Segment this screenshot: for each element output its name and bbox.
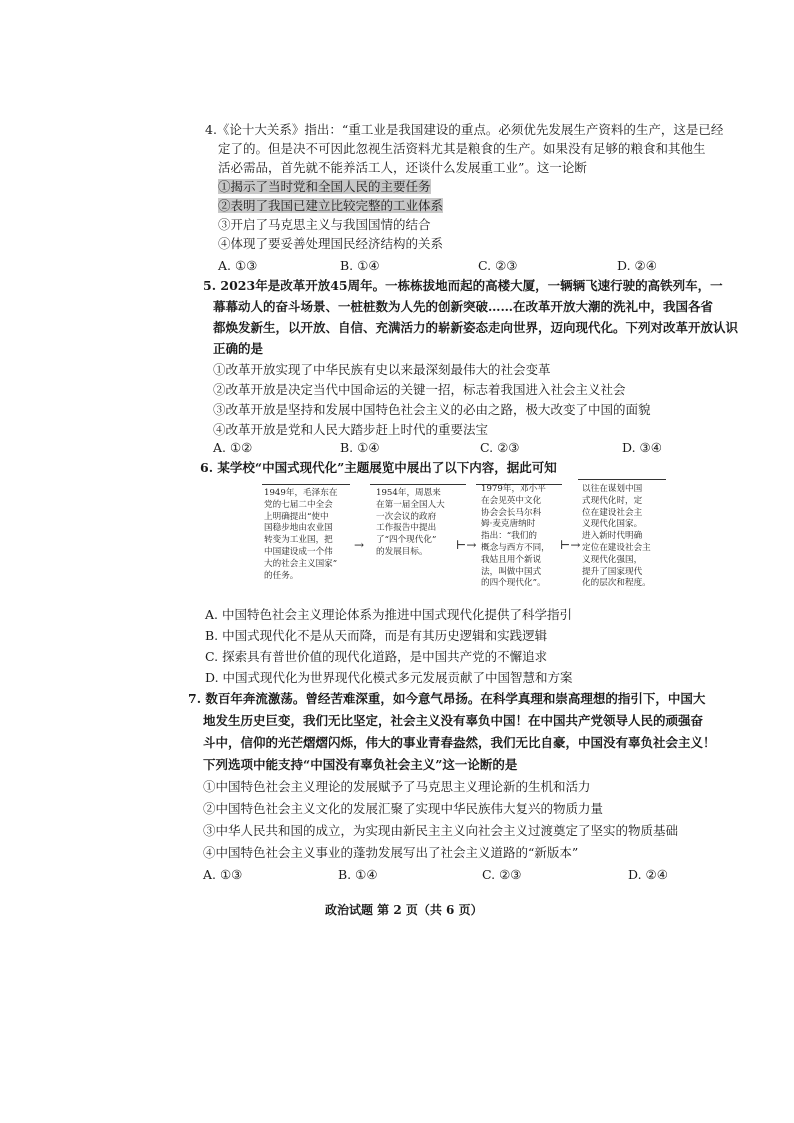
q6-option-b: B. 中国式现代化不是从天而降，而是有其历史逻辑和实践逻辑 [205, 628, 548, 643]
q4-stem-line-3: 活必需品，首先就不能养活工人，还谈什么发展重工业”。这一论断 [218, 160, 587, 175]
q5-option-b: B. ①④ [340, 440, 380, 455]
q4-stem-line-1: 4.《论十大关系》指出：“重工业是我国建设的重点。必须优先发展生产资料的生产，这是已经 [205, 122, 724, 137]
q5-option-d: D. ③④ [622, 440, 662, 455]
timeline-card-new-era: 以往在谋划中国 式现代化时，定 位在建设社会主 义现代化国家。 进入新时代明确 定位在建设社会主 义现代化强国， 提升了国家现代 化的层次和程度。 [582, 484, 651, 589]
q4-option-c: C. ②③ [478, 258, 518, 273]
timeline-rule-2 [370, 484, 466, 485]
q7-stem-line-4: 下列选项中能支持“中国没有辜负社会主义”这一论断的是 [203, 757, 518, 772]
q4-statement-1: ①揭示了当时党和全国人民的主要任务 [218, 179, 431, 194]
q4-statement-2: ②表明了我国已建立比较完整的工业体系 [218, 198, 444, 213]
timeline-card-1954: 1954年，周恩来 在第一届全国人大 一次会议的政府 工作报告中提出 了“四个现代化” 的发展目标。 [376, 488, 445, 557]
timeline-arrow-2: ⊢→ [456, 538, 477, 552]
timeline-arrow-3: ⊢→ [560, 538, 581, 552]
q5-stem-line-1: 5. 2023年是改革开放45周年。一栋栋拔地而起的高楼大厦，一辆辆飞速行驶的高铁列车，一 [203, 278, 723, 293]
q6-option-d: D. 中国式现代化为世界现代化模式多元发展贡献了中国智慧和方案 [205, 670, 573, 685]
q6-option-a: A. 中国特色社会主义理论体系为推进中国式现代化提供了科学指引 [205, 607, 572, 622]
q5-statement-2: ②改革开放是决定当代中国命运的关键一招，标志着我国进入社会主义社会 [213, 382, 626, 397]
q4-option-a: A. ①③ [218, 258, 258, 273]
q7-statement-3: ③中华人民共和国的成立，为实现由新民主主义向社会主义过渡奠定了坚实的物质基础 [203, 823, 679, 838]
q4-statement-4: ④体现了要妥善处理国民经济结构的关系 [218, 236, 444, 251]
q5-option-c: C. ②③ [480, 440, 520, 455]
q4-option-b: B. ①④ [340, 258, 380, 273]
q7-stem-line-3: 斗中，信仰的光芒熠熠闪烁，伟大的事业青春盎然，我们无比自豪，中国没有辜负社会主义！ [203, 735, 716, 750]
page-footer: 政治试题 第 2 页（共 6 页） [325, 903, 483, 917]
q6-option-c: C. 探索具有普世价值的现代化道路，是中国共产党的不懈追求 [205, 649, 548, 664]
q4-option-d: D. ②④ [617, 258, 657, 273]
timeline-card-1979: 1979年，邓小平 在会见英中文化 协会会长马尔科 姆·麦克唐纳时 指出：“我们的 概念与西方不同， 我姑且用个新说 法，叫做中国式 的四个现代化”。 [481, 484, 550, 589]
timeline-card-1949: 1949年，毛泽东在 党的七届二中全会 上明确提出“使中 国稳步地由农业国 转变为工业国，把 中国建设成一个伟 大的社会主义国家” 的任务。 [264, 488, 338, 581]
q7-statement-4: ④中国特色社会主义事业的蓬勃发展写出了社会主义道路的“新版本” [203, 845, 579, 860]
q6-stem: 6. 某学校“中国式现代化”主题展览中展出了以下内容，据此可知 [200, 460, 557, 475]
q7-statement-1: ①中国特色社会主义理论的发展赋予了马克思主义理论新的生机和活力 [203, 779, 591, 794]
timeline-arrow-1: → [354, 538, 365, 552]
q7-statement-2: ②中国特色社会主义文化的发展汇聚了实现中华民族伟大复兴的物质力量 [203, 801, 604, 816]
q5-stem-line-4: 正确的是 [213, 341, 264, 356]
q7-option-b: B. ①④ [338, 867, 378, 882]
q5-stem-line-2: 幕幕动人的奋斗场景、一桩桩数为人先的创新突破……在改革开放大潮的洗礼中，我国各省 [213, 299, 714, 314]
q4-statement-3: ③开启了马克思主义与我国国情的结合 [218, 217, 431, 232]
q4-stem-line-2: 定了的。但是决不可因此忽视生活资料尤其是粮食的生产。如果没有足够的粮食和其他生 [218, 141, 706, 156]
q5-statement-4: ④改革开放是党和人民大踏步赶上时代的重要法宝 [213, 422, 489, 437]
q7-option-c: C. ②③ [482, 867, 522, 882]
q7-option-a: A. ①③ [203, 867, 243, 882]
timeline-rule-4 [578, 479, 666, 480]
q5-statement-3: ③改革开放是坚持和发展中国特色社会主义的必由之路，极大改变了中国的面貌 [213, 402, 651, 417]
q7-option-d: D. ②④ [628, 867, 668, 882]
q7-stem-line-2: 地发生历史巨变，我们无比坚定，社会主义没有辜负中国！在中国共产党领导人民的顽强奋 [203, 713, 704, 728]
q5-statement-1: ①改革开放实现了中华民族有史以来最深刻最伟大的社会变革 [213, 362, 551, 377]
q5-option-a: A. ①② [213, 440, 253, 455]
timeline-rule-1 [262, 484, 350, 485]
q5-stem-line-3: 都焕发新生，以开放、自信、充满活力的崭新姿态走向世界，迈向现代化。下列对改革开放认识 [213, 320, 739, 335]
q7-stem-line-1: 7. 数百年奔流激荡。曾经苦难深重，如今意气昂扬。在科学真理和崇高理想的指引下，中国大 [188, 691, 706, 706]
